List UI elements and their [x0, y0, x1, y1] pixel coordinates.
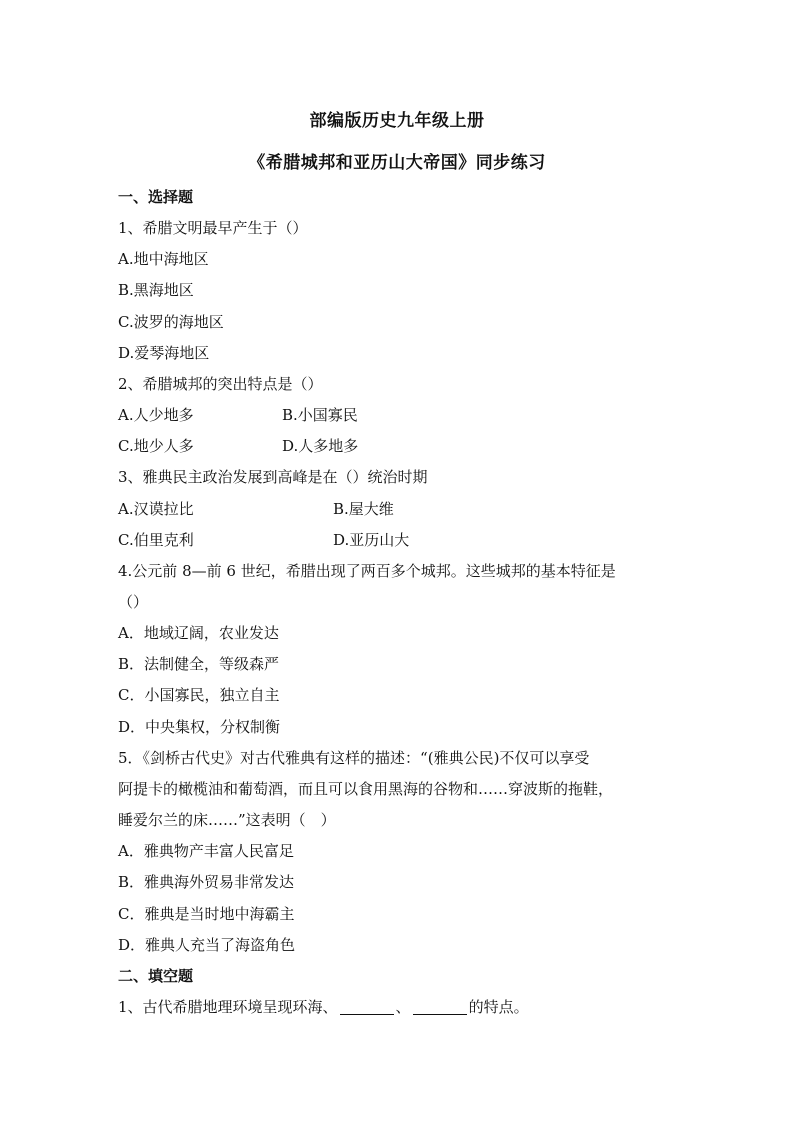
question-5-stem-line3: 睡爱尔兰的床……”这表明（ ）: [118, 811, 336, 829]
fill-question-1-text-end: 的特点。: [468, 998, 529, 1016]
question-2-option-b: B.小国寡民: [282, 406, 358, 424]
document-title: 部编版历史九年级上册: [309, 111, 485, 131]
section-heading-fill-blank: 二、填空题: [118, 967, 194, 985]
fill-question-1-separator: 、: [395, 998, 411, 1016]
question-1-stem: 1、希腊文明最早产生于（）: [118, 219, 308, 237]
question-4-stem-line2: （）: [118, 593, 149, 611]
question-4-option-a: A．地域辽阔，农业发达: [118, 624, 279, 642]
question-3-option-a: A.汉谟拉比: [118, 500, 194, 518]
question-3-option-d: D.亚历山大: [333, 531, 410, 549]
question-2-stem: 2、希腊城邦的突出特点是（）: [118, 375, 323, 393]
question-5-option-d: D．雅典人充当了海盗角色: [118, 936, 296, 954]
question-5-option-c: C．雅典是当时地中海霸主: [118, 905, 295, 923]
question-5-stem-line1: 5．《剑桥古代史》对古代雅典有这样的描述：“(雅典公民)不仅可以享受: [118, 749, 590, 767]
fill-question-1: [118, 996, 529, 1017]
question-2-option-c: C.地少人多: [118, 437, 194, 455]
question-3-option-b: B.屋大维: [333, 500, 394, 518]
question-5-option-a: A．雅典物产丰富人民富足: [118, 842, 294, 860]
question-4-stem-line1: 4.公元前 8—前 6 世纪，希腊出现了两百多个城邦。这些城邦的基本特征是: [118, 562, 616, 580]
question-5-stem-line2: 阿提卡的橄榄油和葡萄酒，而且可以食用黑海的谷物和……穿波斯的拖鞋，: [118, 780, 614, 798]
answer-blank-2: [413, 999, 467, 1015]
question-2-option-a: A.人少地多: [118, 406, 194, 424]
question-3-stem: 3、雅典民主政治发展到高峰是在（）统治时期: [118, 468, 428, 486]
answer-blank-1: [340, 999, 394, 1015]
fill-question-1-text-start: 1、古代希腊地理环境呈现环海、: [118, 998, 338, 1016]
question-4-option-d: D．中央集权，分权制衡: [118, 718, 281, 736]
question-4-option-b: B．法制健全，等级森严: [118, 655, 280, 673]
question-1-option-c: C.波罗的海地区: [118, 313, 224, 331]
question-3-option-c: C.伯里克利: [118, 531, 194, 549]
question-1-option-b: B.黑海地区: [118, 281, 194, 299]
question-5-option-b: B．雅典海外贸易非常发达: [118, 873, 295, 891]
section-heading-choice: 一、选择题: [118, 188, 194, 206]
document-subtitle: 《希腊城邦和亚历山大帝国》同步练习: [248, 153, 546, 173]
question-2-option-d: D.人多地多: [282, 437, 359, 455]
question-1-option-a: A.地中海地区: [118, 250, 209, 268]
question-4-option-c: C．小国寡民，独立自主: [118, 686, 280, 704]
question-1-option-d: D.爱琴海地区: [118, 344, 210, 362]
